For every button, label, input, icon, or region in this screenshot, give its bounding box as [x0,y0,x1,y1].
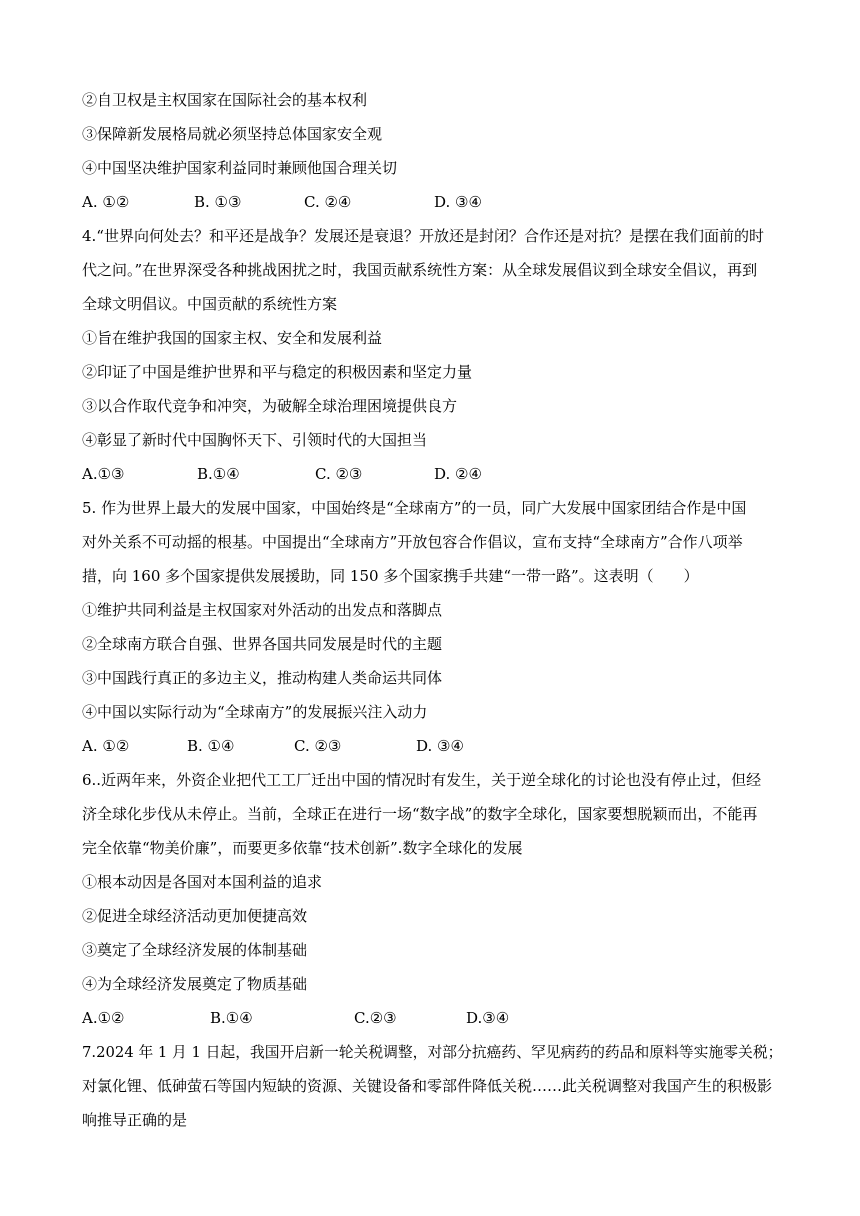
q5-item-4: ④中国以实际行动为“全球南方”的发展振兴注入动力 [82,703,428,721]
q5-item-3: ③中国践行真正的多边主义，推动构建人类命运共同体 [82,669,443,687]
q7-stem-line-2: 对氯化锂、低砷萤石等国内短缺的资源、关键设备和零部件降低关税……此关税调整对我国产生的积极影 [82,1077,773,1095]
q6-item-4: ④为全球经济发展奠定了物质基础 [82,975,308,993]
q6-stem-line-1: 6..近两年来，外资企业把代工工厂迁出中国的情况时有发生，关于逆全球化的讨论也没有停止过，但经 [82,771,762,789]
option-a: A.①② [82,1009,125,1027]
option-d: D.③④ [466,1009,510,1027]
q5-item-1: ①维护共同利益是主权国家对外活动的出发点和落脚点 [82,601,443,619]
q4-stem-line-1: 4.“世界向何处去？和平还是战争？发展还是衰退？开放还是封闭？合作还是对抗？是摆在我们面前的时 [82,227,764,245]
q6-stem-line-2: 济全球化步伐从未停止。当前，全球正在进行一场“数字战”的数字全球化，国家要想脱颖而出，不能再 [82,805,758,823]
option-d: D. ③④ [434,193,482,211]
q4-item-1: ①旨在维护我国的国家主权、安全和发展利益 [82,329,383,347]
q6-item-2: ②促进全球经济活动更加便捷高效 [82,907,308,925]
option-c: C. ②③ [315,465,363,483]
q5-stem-line-3: 措，向 160 多个国家提供发展援助，同 150 多个国家携手共建“一带一路”。这表明（ ） [82,567,699,585]
option-c: C. ②④ [304,193,352,211]
option-a: A.①③ [82,465,125,483]
q5-stem-line-1: 5. 作为世界上最大的发展中国家，中国始终是“全球南方”的一员，同广大发展中国家团结合作是中国 [82,499,747,517]
q6-item-1: ①根本动因是各国对本国利益的追求 [82,873,323,891]
option-b: B.①④ [210,1009,253,1027]
q6-item-3: ③奠定了全球经济发展的体制基础 [82,941,308,959]
option-b: B. ①③ [194,193,242,211]
option-d: D. ②④ [434,465,482,483]
option-d: D. ③④ [416,737,464,755]
option-c: C. ②③ [294,737,342,755]
q4-stem-line-3: 全球文明倡议。中国贡献的系统性方案 [82,295,338,313]
q4-item-2: ②印证了中国是维护世界和平与稳定的积极因素和坚定力量 [82,363,473,381]
q7-stem-line-1: 7.2024 年 1 月 1 日起，我国开启新一轮关税调整，对部分抗癌药、罕见病药的药品和原料等实施零关税； [82,1043,783,1061]
q6-stem-line-3: 完全依靠“物美价廉”，而要更多依靠“技术创新”.数字全球化的发展 [82,839,523,857]
q5-stem-line-2: 对外关系不可动摇的根基。中国提出“全球南方”开放包容合作倡议，宣布支持“全球南方”合作八项举 [82,533,743,551]
prev-question-item-4: ④中国坚决维护国家利益同时兼顾他国合理关切 [82,159,398,177]
q4-item-3: ③以合作取代竞争和冲突，为破解全球治理困境提供良方 [82,397,458,415]
option-a: A. ①② [82,737,130,755]
q4-stem-line-2: 代之问。”在世界深受各种挑战困扰之时，我国贡献系统性方案：从全球发展倡议到全球安全倡议，再到 [82,261,758,279]
prev-question-item-2: ②自卫权是主权国家在国际社会的基本权利 [82,91,368,109]
option-a: A. ①② [82,193,130,211]
option-c: C.②③ [354,1009,397,1027]
q7-stem-line-3: 响推导正确的是 [82,1111,188,1129]
q5-item-2: ②全球南方联合自强、世界各国共同发展是时代的主题 [82,635,443,653]
q4-item-4: ④彰显了新时代中国胸怀天下、引领时代的大国担当 [82,431,428,449]
option-b: B.①④ [197,465,240,483]
prev-question-item-3: ③保障新发展格局就必须坚持总体国家安全观 [82,125,383,143]
option-b: B. ①④ [187,737,235,755]
